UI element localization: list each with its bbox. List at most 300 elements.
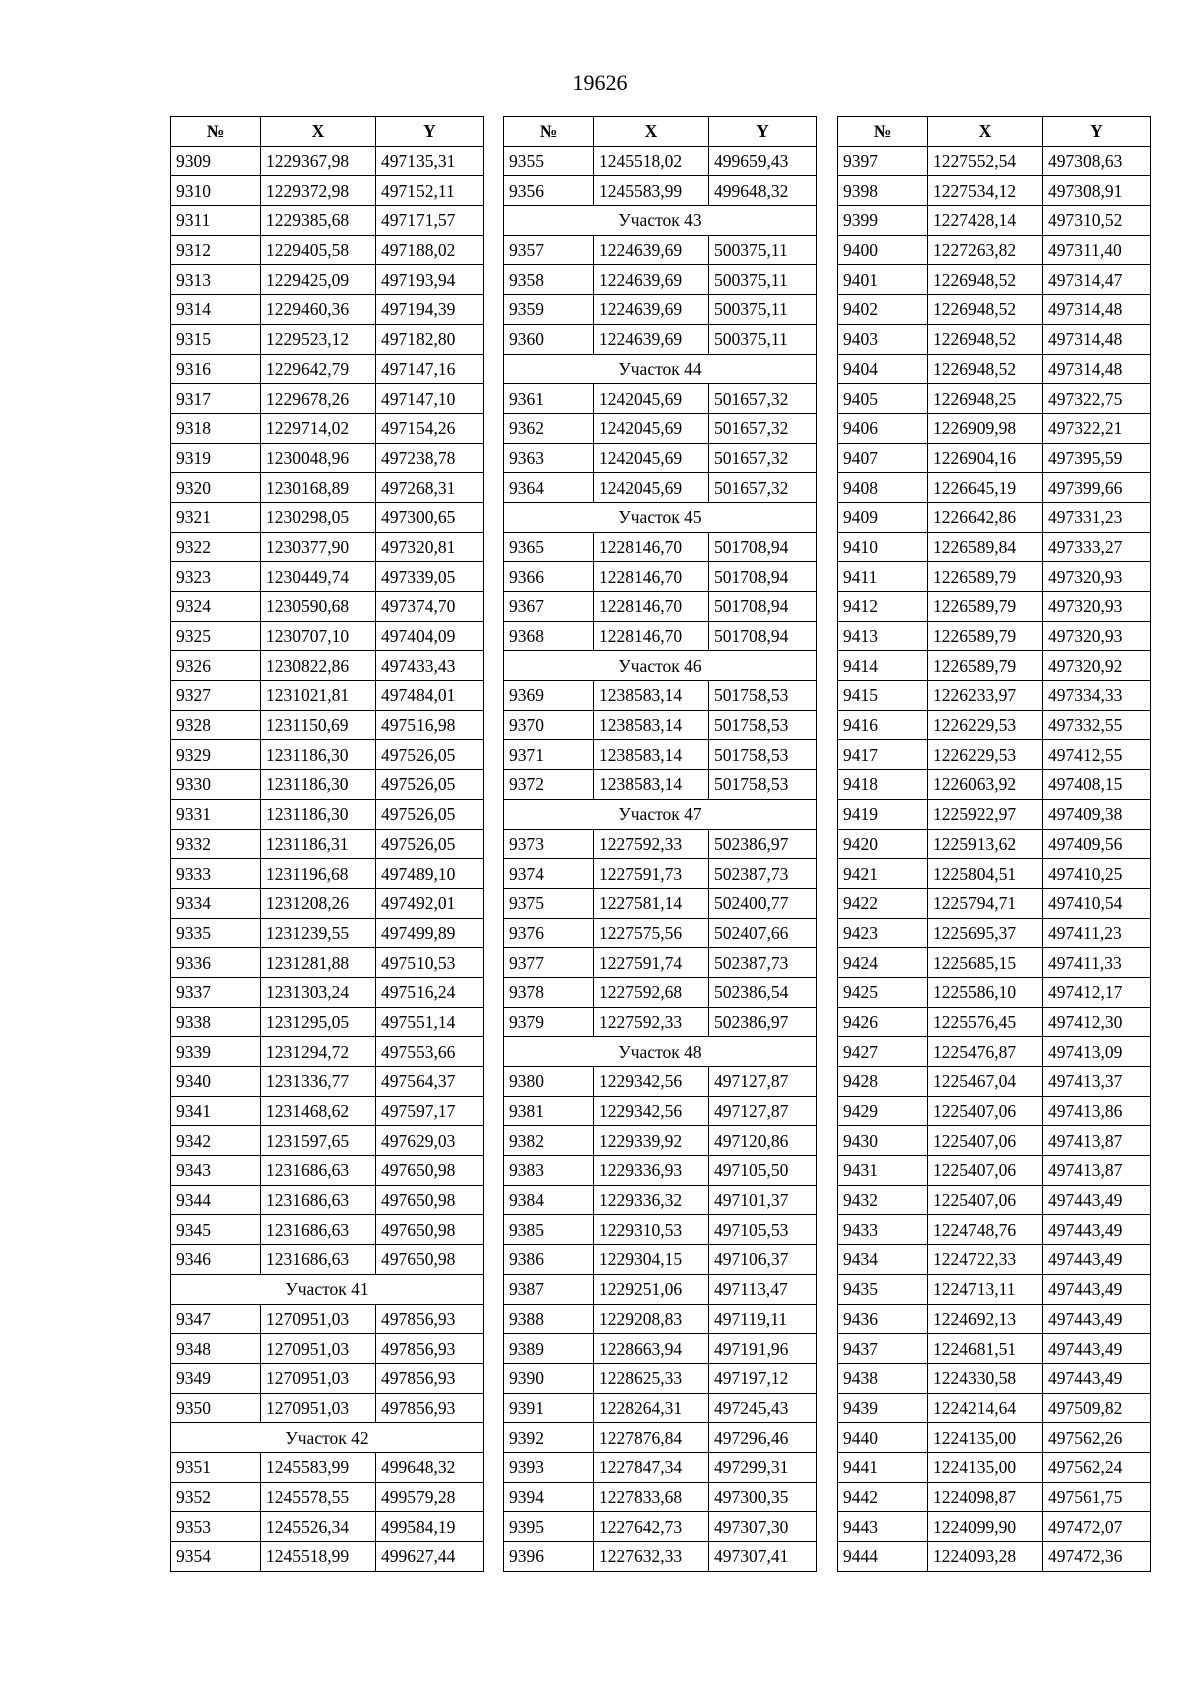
table-row — [838, 502, 1151, 532]
y-value: 497395,59 — [1043, 443, 1151, 473]
y-value: 497171,57 — [376, 206, 484, 236]
section-row — [504, 354, 817, 384]
point-number: 9427 — [838, 1037, 928, 1067]
table-row — [171, 1007, 484, 1037]
point-number: 9321 — [171, 502, 261, 532]
section-row — [171, 1423, 484, 1453]
y-value: 497412,17 — [1043, 977, 1151, 1007]
x-value: 1245583,99 — [261, 1452, 376, 1482]
table-row — [171, 977, 484, 1007]
table-row — [171, 146, 484, 176]
point-number: 9423 — [838, 918, 928, 948]
x-value: 1231281,88 — [261, 948, 376, 978]
x-value: 1224713,11 — [928, 1274, 1043, 1304]
point-number: 9312 — [171, 235, 261, 265]
x-value: 1231021,81 — [261, 681, 376, 711]
x-value: 1224639,69 — [594, 324, 709, 354]
table-row — [504, 1512, 817, 1542]
y-value: 497562,26 — [1043, 1423, 1151, 1453]
y-value: 497629,03 — [376, 1126, 484, 1156]
section-label: Участок 42 — [171, 1423, 484, 1453]
y-value: 501708,94 — [709, 592, 817, 622]
point-number: 9374 — [504, 859, 594, 889]
x-value: 1270951,03 — [261, 1363, 376, 1393]
point-number: 9350 — [171, 1393, 261, 1423]
y-value: 497245,43 — [709, 1393, 817, 1423]
point-number: 9418 — [838, 770, 928, 800]
y-value: 497484,01 — [376, 681, 484, 711]
y-value: 497526,05 — [376, 770, 484, 800]
x-value: 1227876,84 — [594, 1423, 709, 1453]
x-value: 1226948,25 — [928, 384, 1043, 414]
y-value: 497472,07 — [1043, 1512, 1151, 1542]
x-value: 1245583,99 — [594, 176, 709, 206]
table-row — [838, 1185, 1151, 1215]
x-value: 1270951,03 — [261, 1334, 376, 1364]
x-value: 1229714,02 — [261, 413, 376, 443]
x-value: 1242045,69 — [594, 384, 709, 414]
x-value: 1230168,89 — [261, 473, 376, 503]
y-value: 497127,87 — [709, 1096, 817, 1126]
x-value: 1229405,58 — [261, 235, 376, 265]
table-row — [838, 532, 1151, 562]
y-value: 497127,87 — [709, 1067, 817, 1097]
x-value: 1231150,69 — [261, 710, 376, 740]
header-num: № — [171, 117, 261, 147]
table-row — [171, 1512, 484, 1542]
point-number: 9391 — [504, 1393, 594, 1423]
point-number: 9318 — [171, 413, 261, 443]
table-row — [504, 1215, 817, 1245]
x-value: 1231239,55 — [261, 918, 376, 948]
point-number: 9323 — [171, 562, 261, 592]
y-value: 497472,36 — [1043, 1542, 1151, 1572]
x-value: 1226063,92 — [928, 770, 1043, 800]
table-row — [504, 1482, 817, 1512]
y-value: 497856,93 — [376, 1304, 484, 1334]
point-number: 9359 — [504, 295, 594, 325]
table-row — [171, 354, 484, 384]
table-row — [838, 829, 1151, 859]
y-value: 497314,48 — [1043, 295, 1151, 325]
x-value: 1231686,63 — [261, 1215, 376, 1245]
table-row — [838, 888, 1151, 918]
header-x: X — [261, 117, 376, 147]
table-row — [171, 799, 484, 829]
x-value: 1227581,14 — [594, 888, 709, 918]
point-number: 9422 — [838, 888, 928, 918]
point-number: 9328 — [171, 710, 261, 740]
table-row — [171, 265, 484, 295]
x-value: 1245526,34 — [261, 1512, 376, 1542]
point-number: 9429 — [838, 1096, 928, 1126]
y-value: 502386,97 — [709, 829, 817, 859]
x-value: 1229251,06 — [594, 1274, 709, 1304]
table-row — [504, 1334, 817, 1364]
point-number: 9432 — [838, 1185, 928, 1215]
x-value: 1225804,51 — [928, 859, 1043, 889]
y-value: 497333,27 — [1043, 532, 1151, 562]
y-value: 497320,93 — [1043, 562, 1151, 592]
y-value: 497597,17 — [376, 1096, 484, 1126]
table-row — [171, 295, 484, 325]
x-value: 1224681,51 — [928, 1334, 1043, 1364]
x-value: 1227552,54 — [928, 146, 1043, 176]
point-number: 9420 — [838, 829, 928, 859]
point-number: 9405 — [838, 384, 928, 414]
table-row — [838, 354, 1151, 384]
y-value: 502400,77 — [709, 888, 817, 918]
point-number: 9352 — [171, 1482, 261, 1512]
y-value: 497339,05 — [376, 562, 484, 592]
y-value: 497650,98 — [376, 1156, 484, 1186]
point-number: 9348 — [171, 1334, 261, 1364]
table-row — [504, 532, 817, 562]
y-value: 497551,14 — [376, 1007, 484, 1037]
coordinates-table-3 — [837, 116, 1151, 1572]
table-row — [838, 413, 1151, 443]
point-number: 9339 — [171, 1037, 261, 1067]
point-number: 9363 — [504, 443, 594, 473]
section-row — [171, 1274, 484, 1304]
header-num: № — [504, 117, 594, 147]
table-row — [504, 1185, 817, 1215]
point-number: 9341 — [171, 1096, 261, 1126]
y-value: 497191,96 — [709, 1334, 817, 1364]
x-value: 1229385,68 — [261, 206, 376, 236]
point-number: 9361 — [504, 384, 594, 414]
y-value: 497413,37 — [1043, 1067, 1151, 1097]
y-value: 497413,87 — [1043, 1156, 1151, 1186]
table-row — [504, 948, 817, 978]
x-value: 1229523,12 — [261, 324, 376, 354]
point-number: 9388 — [504, 1304, 594, 1334]
point-number: 9344 — [171, 1185, 261, 1215]
point-number: 9437 — [838, 1334, 928, 1364]
y-value: 497194,39 — [376, 295, 484, 325]
table-row — [171, 1452, 484, 1482]
point-number: 9408 — [838, 473, 928, 503]
point-number: 9351 — [171, 1452, 261, 1482]
table-row — [171, 918, 484, 948]
table-row — [504, 1245, 817, 1275]
y-value: 497412,55 — [1043, 740, 1151, 770]
table-row — [838, 681, 1151, 711]
x-value: 1226233,97 — [928, 681, 1043, 711]
x-value: 1229678,26 — [261, 384, 376, 414]
section-row — [504, 651, 817, 681]
point-number: 9327 — [171, 681, 261, 711]
table-row — [838, 265, 1151, 295]
table-row — [838, 651, 1151, 681]
table-row — [171, 384, 484, 414]
x-value: 1229336,32 — [594, 1185, 709, 1215]
header-y: Y — [1043, 117, 1151, 147]
y-value: 499579,28 — [376, 1482, 484, 1512]
x-value: 1224135,00 — [928, 1452, 1043, 1482]
table-row — [838, 1096, 1151, 1126]
table-row — [838, 1156, 1151, 1186]
table-row — [504, 443, 817, 473]
y-value: 501708,94 — [709, 621, 817, 651]
x-value: 1231686,63 — [261, 1185, 376, 1215]
x-value: 1226948,52 — [928, 354, 1043, 384]
table-row — [504, 888, 817, 918]
table-row — [171, 948, 484, 978]
x-value: 1270951,03 — [261, 1393, 376, 1423]
x-value: 1227847,34 — [594, 1452, 709, 1482]
point-number: 9333 — [171, 859, 261, 889]
header-y: Y — [709, 117, 817, 147]
point-number: 9377 — [504, 948, 594, 978]
x-value: 1227263,82 — [928, 235, 1043, 265]
x-value: 1231295,05 — [261, 1007, 376, 1037]
point-number: 9415 — [838, 681, 928, 711]
x-value: 1242045,69 — [594, 443, 709, 473]
table-row — [504, 413, 817, 443]
y-value: 497856,93 — [376, 1334, 484, 1364]
x-value: 1230822,86 — [261, 651, 376, 681]
point-number: 9317 — [171, 384, 261, 414]
point-number: 9330 — [171, 770, 261, 800]
x-value: 1225407,06 — [928, 1096, 1043, 1126]
point-number: 9413 — [838, 621, 928, 651]
y-value: 497147,10 — [376, 384, 484, 414]
y-value: 497308,63 — [1043, 146, 1151, 176]
y-value: 497443,49 — [1043, 1185, 1151, 1215]
section-row — [504, 1037, 817, 1067]
point-number: 9326 — [171, 651, 261, 681]
y-value: 497322,21 — [1043, 413, 1151, 443]
y-value: 497650,98 — [376, 1185, 484, 1215]
y-value: 497526,05 — [376, 740, 484, 770]
point-number: 9353 — [171, 1512, 261, 1542]
x-value: 1226589,84 — [928, 532, 1043, 562]
table-header-row — [838, 117, 1151, 147]
point-number: 9325 — [171, 621, 261, 651]
header-y: Y — [376, 117, 484, 147]
x-value: 1231303,24 — [261, 977, 376, 1007]
y-value: 500375,11 — [709, 235, 817, 265]
table-row — [504, 473, 817, 503]
x-value: 1242045,69 — [594, 413, 709, 443]
table-row — [171, 1067, 484, 1097]
table-row — [171, 1542, 484, 1572]
table-row — [504, 592, 817, 622]
x-value: 1230377,90 — [261, 532, 376, 562]
y-value: 497300,35 — [709, 1482, 817, 1512]
point-number: 9406 — [838, 413, 928, 443]
y-value: 497101,37 — [709, 1185, 817, 1215]
y-value: 497650,98 — [376, 1215, 484, 1245]
x-value: 1226904,16 — [928, 443, 1043, 473]
y-value: 497443,49 — [1043, 1304, 1151, 1334]
point-number: 9440 — [838, 1423, 928, 1453]
y-value: 497413,87 — [1043, 1126, 1151, 1156]
table-row — [171, 443, 484, 473]
x-value: 1227534,12 — [928, 176, 1043, 206]
point-number: 9421 — [838, 859, 928, 889]
table-row — [504, 1363, 817, 1393]
table-row — [838, 859, 1151, 889]
x-value: 1225922,97 — [928, 799, 1043, 829]
y-value: 500375,11 — [709, 324, 817, 354]
table-row — [838, 799, 1151, 829]
y-value: 497193,94 — [376, 265, 484, 295]
x-value: 1229304,15 — [594, 1245, 709, 1275]
y-value: 497650,98 — [376, 1245, 484, 1275]
table-row — [171, 502, 484, 532]
y-value: 497120,86 — [709, 1126, 817, 1156]
point-number: 9370 — [504, 710, 594, 740]
table-row — [838, 1512, 1151, 1542]
table-row — [504, 1304, 817, 1334]
x-value: 1227632,33 — [594, 1542, 709, 1572]
x-value: 1238583,14 — [594, 710, 709, 740]
point-number: 9412 — [838, 592, 928, 622]
x-value: 1226229,53 — [928, 740, 1043, 770]
y-value: 501758,53 — [709, 710, 817, 740]
x-value: 1225794,71 — [928, 888, 1043, 918]
y-value: 497113,47 — [709, 1274, 817, 1304]
x-value: 1229367,98 — [261, 146, 376, 176]
table-row — [504, 1542, 817, 1572]
x-value: 1224692,13 — [928, 1304, 1043, 1334]
point-number: 9362 — [504, 413, 594, 443]
table-row — [504, 1096, 817, 1126]
table-row — [838, 384, 1151, 414]
table-row — [171, 1363, 484, 1393]
table-row — [171, 324, 484, 354]
point-number: 9349 — [171, 1363, 261, 1393]
point-number: 9324 — [171, 592, 261, 622]
table-row — [171, 621, 484, 651]
table-row — [171, 1245, 484, 1275]
point-number: 9342 — [171, 1126, 261, 1156]
section-row — [504, 206, 817, 236]
y-value: 497489,10 — [376, 859, 484, 889]
y-value: 497409,38 — [1043, 799, 1151, 829]
y-value: 497492,01 — [376, 888, 484, 918]
y-value: 497299,31 — [709, 1452, 817, 1482]
y-value: 497320,93 — [1043, 592, 1151, 622]
x-value: 1231597,65 — [261, 1126, 376, 1156]
point-number: 9311 — [171, 206, 261, 236]
x-value: 1225407,06 — [928, 1156, 1043, 1186]
x-value: 1230449,74 — [261, 562, 376, 592]
y-value: 497553,66 — [376, 1037, 484, 1067]
point-number: 9320 — [171, 473, 261, 503]
point-number: 9310 — [171, 176, 261, 206]
table-row — [504, 1067, 817, 1097]
point-number: 9364 — [504, 473, 594, 503]
y-value: 500375,11 — [709, 265, 817, 295]
x-value: 1231186,30 — [261, 770, 376, 800]
table-row — [504, 1393, 817, 1423]
coordinates-table-2 — [503, 116, 817, 1572]
point-number: 9380 — [504, 1067, 594, 1097]
table-row — [838, 740, 1151, 770]
x-value: 1228146,70 — [594, 592, 709, 622]
x-value: 1225467,04 — [928, 1067, 1043, 1097]
point-number: 9381 — [504, 1096, 594, 1126]
table-row — [171, 740, 484, 770]
point-number: 9416 — [838, 710, 928, 740]
y-value: 497320,92 — [1043, 651, 1151, 681]
y-value: 497106,37 — [709, 1245, 817, 1275]
point-number: 9375 — [504, 888, 594, 918]
y-value: 500375,11 — [709, 295, 817, 325]
table-row — [838, 324, 1151, 354]
y-value: 497433,43 — [376, 651, 484, 681]
table-row — [838, 473, 1151, 503]
point-number: 9371 — [504, 740, 594, 770]
point-number: 9431 — [838, 1156, 928, 1186]
y-value: 497499,89 — [376, 918, 484, 948]
y-value: 497410,25 — [1043, 859, 1151, 889]
y-value: 497268,31 — [376, 473, 484, 503]
point-number: 9373 — [504, 829, 594, 859]
point-number: 9400 — [838, 235, 928, 265]
table-row — [838, 206, 1151, 236]
table-row — [171, 1215, 484, 1245]
table-row — [171, 859, 484, 889]
y-value: 497564,37 — [376, 1067, 484, 1097]
point-number: 9331 — [171, 799, 261, 829]
section-label: Участок 45 — [504, 502, 817, 532]
point-number: 9379 — [504, 1007, 594, 1037]
y-value: 497320,93 — [1043, 621, 1151, 651]
x-value: 1224330,58 — [928, 1363, 1043, 1393]
table-row — [504, 1274, 817, 1304]
section-label: Участок 41 — [171, 1274, 484, 1304]
table-row — [504, 918, 817, 948]
x-value: 1229339,92 — [594, 1126, 709, 1156]
x-value: 1229310,53 — [594, 1215, 709, 1245]
x-value: 1224214,64 — [928, 1393, 1043, 1423]
x-value: 1227592,68 — [594, 977, 709, 1007]
table-row — [171, 206, 484, 236]
section-row — [504, 799, 817, 829]
point-number: 9434 — [838, 1245, 928, 1275]
table-row — [171, 1185, 484, 1215]
point-number: 9366 — [504, 562, 594, 592]
table-row — [171, 176, 484, 206]
x-value: 1226589,79 — [928, 651, 1043, 681]
y-value: 497320,81 — [376, 532, 484, 562]
y-value: 497105,53 — [709, 1215, 817, 1245]
table-row — [838, 562, 1151, 592]
table-row — [171, 592, 484, 622]
point-number: 9425 — [838, 977, 928, 1007]
y-value: 497314,48 — [1043, 324, 1151, 354]
x-value: 1224099,90 — [928, 1512, 1043, 1542]
table-row — [504, 1007, 817, 1037]
y-value: 497410,54 — [1043, 888, 1151, 918]
y-value: 497509,82 — [1043, 1393, 1151, 1423]
y-value: 501657,32 — [709, 384, 817, 414]
point-number: 9403 — [838, 324, 928, 354]
table-row — [838, 443, 1151, 473]
x-value: 1225476,87 — [928, 1037, 1043, 1067]
y-value: 502387,73 — [709, 948, 817, 978]
table-row — [171, 1126, 484, 1156]
x-value: 1224722,33 — [928, 1245, 1043, 1275]
x-value: 1228146,70 — [594, 562, 709, 592]
y-value: 497307,41 — [709, 1542, 817, 1572]
y-value: 497411,23 — [1043, 918, 1151, 948]
x-value: 1226948,52 — [928, 324, 1043, 354]
